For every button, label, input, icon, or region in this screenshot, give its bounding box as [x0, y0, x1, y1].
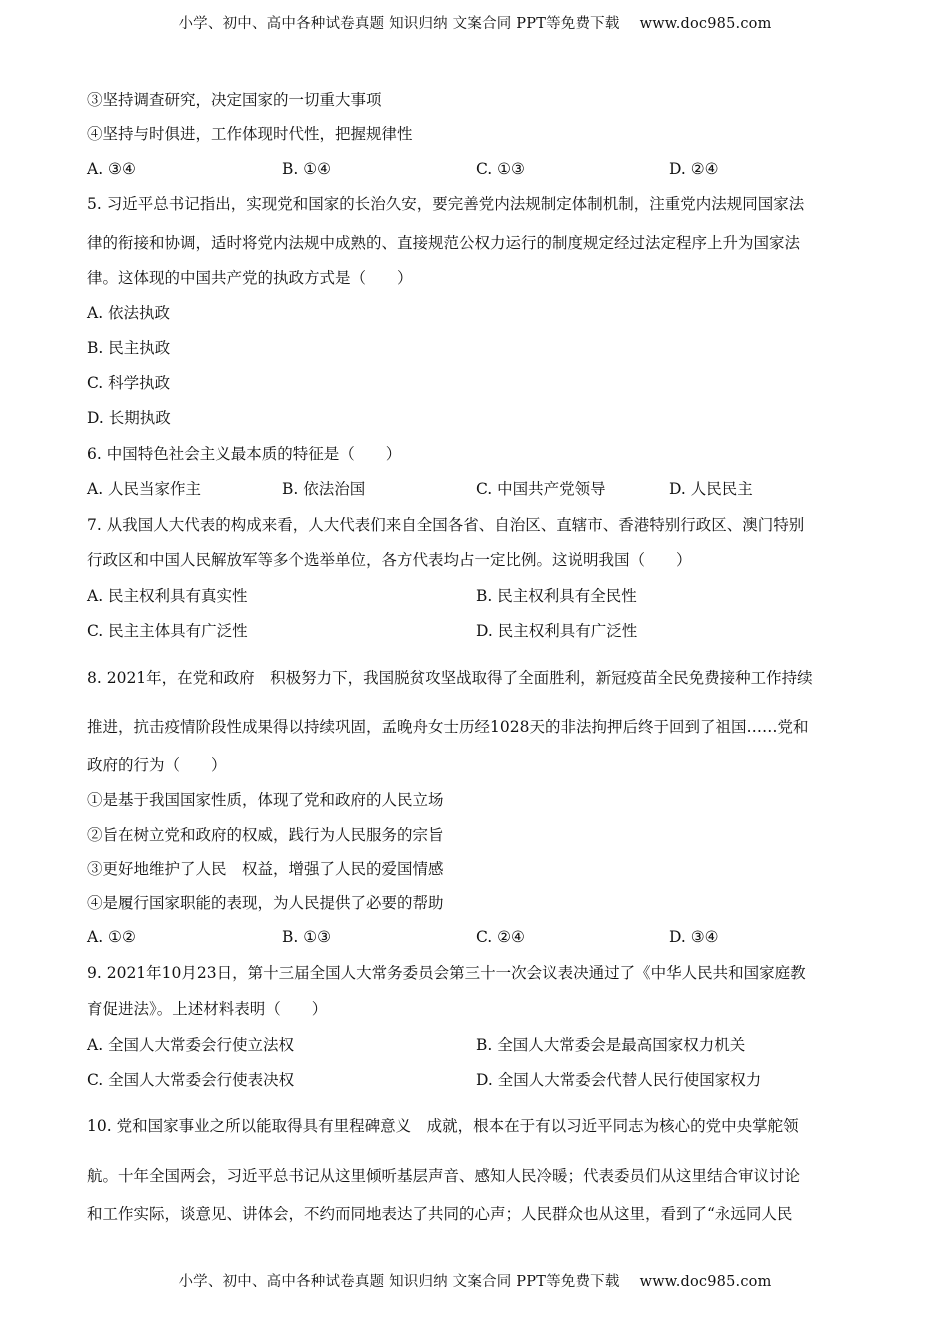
q10-stem-line-3: 和工作实际，谈意见、讲体会，不约而同地表达了共同的心声；人民群众也从这里，看到了“永远同人民 — [87, 1205, 793, 1223]
q6-stem: 6. 中国特色社会主义最本质的特征是（ ） — [87, 445, 402, 463]
q7-option-c: C. 民主主体具有广泛性 — [87, 622, 248, 640]
q8-item-3: ③更好地维护了人民 权益，增强了人民的爱国情感 — [87, 860, 444, 878]
q6-option-d: D. 人民民主 — [669, 480, 753, 498]
q8-stem-line-2: 推进，抗击疫情阶段性成果得以持续巩固，孟晚舟女士历经1028天的非法拘押后终于回到了祖国……党和 — [87, 718, 809, 736]
q5-stem-line-1: 5. 习近平总书记指出，实现党和国家的长治久安，要完善党内法规制定体制机制，注重党内法规同国家法 — [87, 195, 805, 213]
q8-item-2: ②旨在树立党和政府的权威，践行为人民服务的宗旨 — [87, 826, 444, 844]
q8-option-b: B. ①③ — [282, 928, 332, 946]
q10-stem-line-1: 10. 党和国家事业之所以能取得具有里程碑意义 成就，根本在于有以习近平同志为核心的党中央掌舵领 — [87, 1117, 799, 1135]
q9-option-b: B. 全国人大常委会是最高国家权力机关 — [476, 1036, 746, 1054]
q8-stem-line-1: 8. 2021年，在党和政府 积极努力下，我国脱贫攻坚战取得了全面胜利，新冠疫苗全民免费接种工作持续 — [87, 669, 813, 687]
q8-option-d: D. ③④ — [669, 928, 719, 946]
q5-stem-line-3: 律。这体现的中国共产党的执政方式是（ ） — [87, 269, 413, 287]
q9-option-c: C. 全国人大常委会行使表决权 — [87, 1071, 295, 1089]
q6-option-c: C. 中国共产党领导 — [476, 480, 606, 498]
q7-option-d: D. 民主权利具有广泛性 — [476, 622, 638, 640]
q9-option-d: D. 全国人大常委会代替人民行使国家权力 — [476, 1071, 762, 1089]
q8-stem-line-3: 政府的行为（ ） — [87, 756, 227, 774]
q4-option-b: B. ①④ — [282, 160, 332, 178]
q7-option-b: B. 民主权利具有全民性 — [476, 587, 637, 605]
q10-stem-line-2: 航。十年全国两会，习近平总书记从这里倾听基层声音、感知人民冷暖；代表委员们从这里结合审议讨论 — [87, 1167, 801, 1185]
q9-stem-line-2: 育促进法》。上述材料表明（ ） — [87, 1000, 328, 1018]
q5-option-b: B. 民主执政 — [87, 339, 171, 357]
header-text: 小学、初中、高中各种试卷真题 知识归纳 文案合同 PPT等免费下载 — [178, 16, 620, 32]
q8-option-a: A. ①② — [87, 928, 136, 946]
q4-item-3: ③坚持调查研究，决定国家的一切重大事项 — [87, 91, 382, 109]
q8-item-4: ④是履行国家职能的表现，为人民提供了必要的帮助 — [87, 894, 444, 912]
page-header — [0, 12, 950, 33]
q4-item-4: ④坚持与时俱进，工作体现时代性，把握规律性 — [87, 125, 413, 143]
footer-url[interactable]: www.doc985.com — [639, 1274, 772, 1290]
q4-option-a: A. ③④ — [87, 160, 136, 178]
q4-option-c: C. ①③ — [476, 160, 525, 178]
page-footer — [0, 1270, 950, 1291]
q5-stem-line-2: 律的衔接和协调，适时将党内法规中成熟的、直接规范公权力运行的制度规定经过法定程序上升为国家法 — [87, 234, 801, 252]
q5-option-c: C. 科学执政 — [87, 374, 171, 392]
q6-option-a: A. 人民当家作主 — [87, 480, 202, 498]
q8-item-1: ①是基于我国国家性质，体现了党和政府的人民立场 — [87, 791, 444, 809]
q9-stem-line-1: 9. 2021年10月23日，第十三届全国人大常务委员会第三十一次会议表决通过了《中华人民共和国家庭教 — [87, 964, 806, 982]
q4-option-d: D. ②④ — [669, 160, 719, 178]
q6-option-b: B. 依法治国 — [282, 480, 366, 498]
q7-stem-line-2: 行政区和中国人民解放军等多个选举单位，各方代表均占一定比例。这说明我国（ ） — [87, 551, 692, 569]
q5-option-a: A. 依法执政 — [87, 304, 171, 322]
q7-stem-line-1: 7. 从我国人大代表的构成来看，人大代表们来自全国各省、自治区、直辖市、香港特别行政区、澳门特别 — [87, 516, 805, 534]
q9-option-a: A. 全国人大常委会行使立法权 — [87, 1036, 295, 1054]
q5-option-d: D. 长期执政 — [87, 409, 171, 427]
header-url[interactable]: www.doc985.com — [639, 16, 772, 32]
footer-text: 小学、初中、高中各种试卷真题 知识归纳 文案合同 PPT等免费下载 — [178, 1274, 620, 1290]
q8-option-c: C. ②④ — [476, 928, 525, 946]
q7-option-a: A. 民主权利具有真实性 — [87, 587, 248, 605]
